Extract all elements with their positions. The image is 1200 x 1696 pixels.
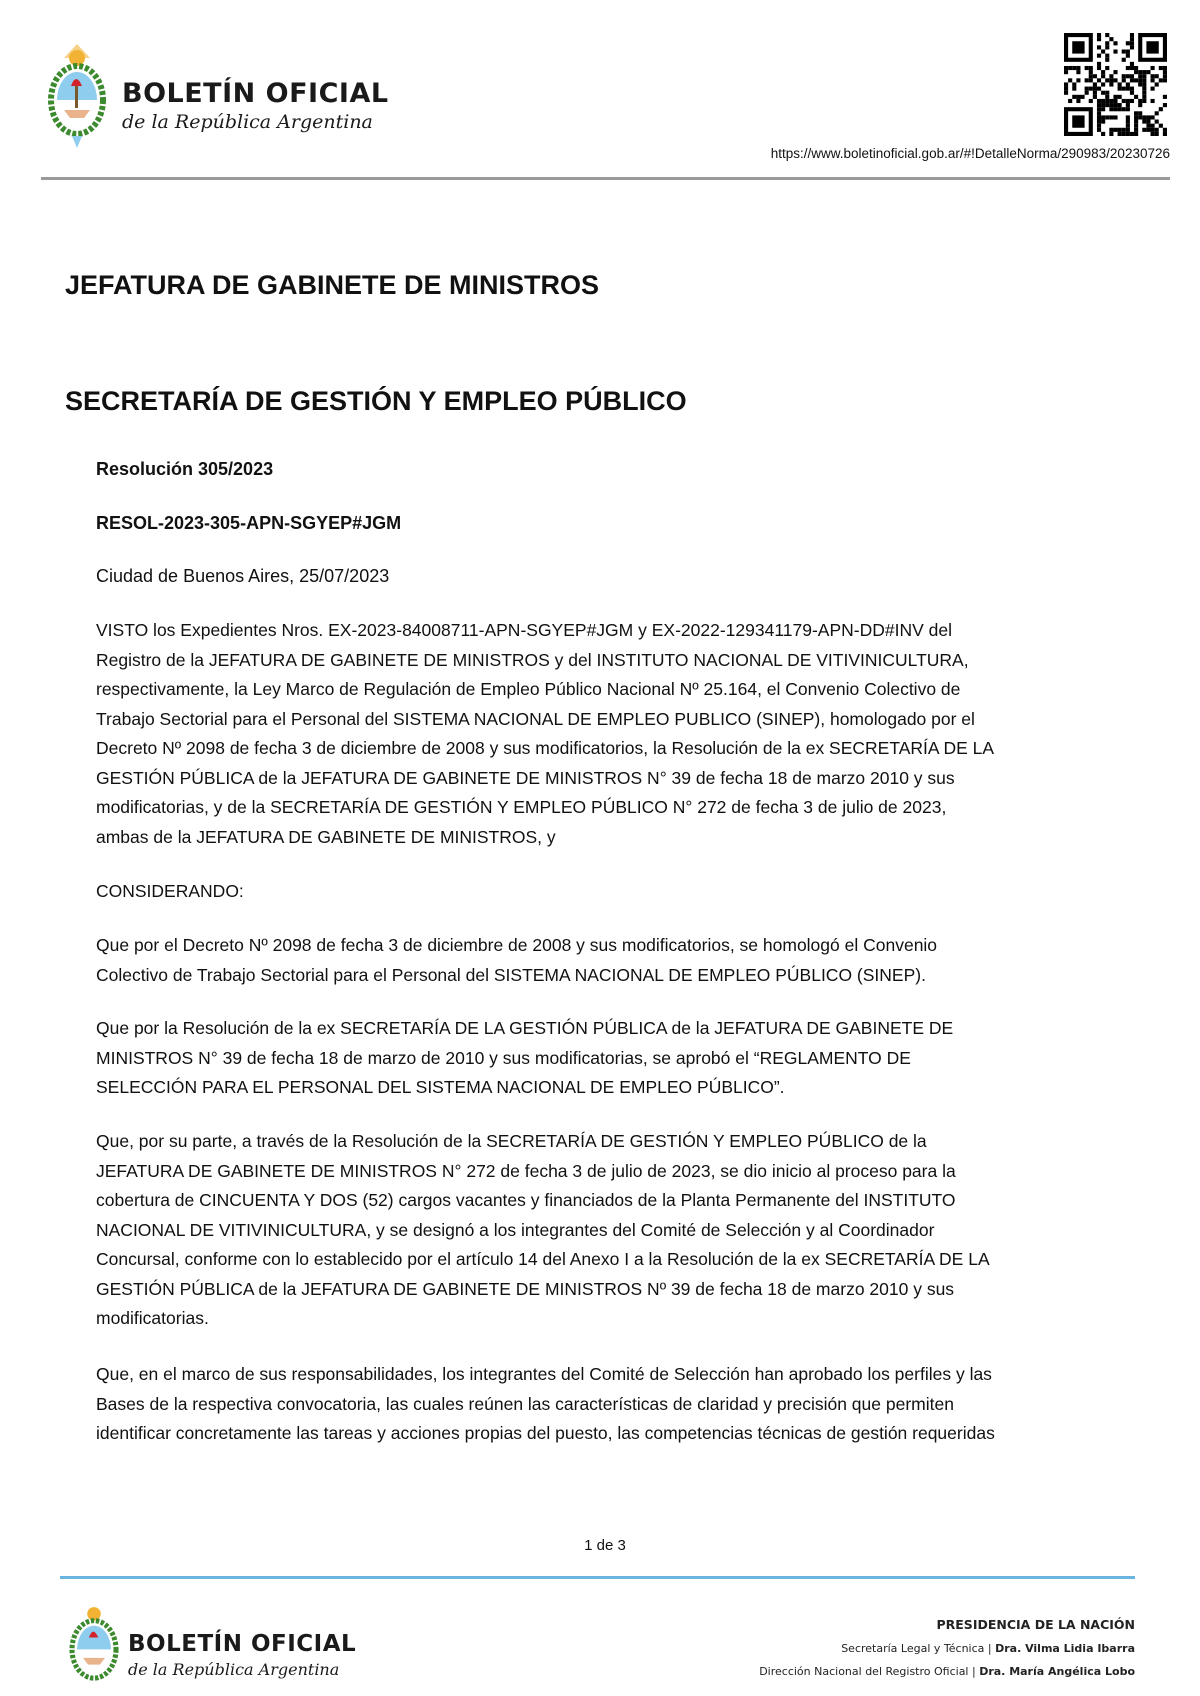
brand-title: BOLETÍN OFICIAL bbox=[122, 78, 389, 109]
resolution-number: Resolución 305/2023 bbox=[96, 459, 274, 479]
considerando-paragraph bbox=[96, 1014, 953, 1103]
paragraph-line: Que, por su parte, a través de la Resolución de la SECRETARÍA DE GESTIÓN Y EMPLEO PÚBLICO de la bbox=[96, 1131, 927, 1151]
considerando-paragraph bbox=[96, 1127, 990, 1334]
considerando-heading: CONSIDERANDO: bbox=[96, 881, 244, 901]
coat-of-arms-icon bbox=[44, 44, 110, 148]
credit-dept: Secretaría Legal y Técnica bbox=[841, 1642, 985, 1655]
footer-credit-2: Dirección Nacional del Registro Oficial | Dra. María Angélica Lobo bbox=[759, 1665, 1135, 1678]
footer-credit-1: Secretaría Legal y Técnica | Dra. Vilma Lidia Ibarra bbox=[841, 1642, 1135, 1655]
paragraph-line: JEFATURA DE GABINETE DE MINISTROS N° 272 de fecha 3 de julio de 2023, se dio inicio al proceso para la bbox=[96, 1160, 956, 1181]
paragraph-line: Bases de la respectiva convocatoria, las cuales reúnen las características de claridad y precisión que permiten bbox=[96, 1393, 954, 1414]
paragraph-line: SELECCIÓN PARA EL PERSONAL DEL SISTEMA NACIONAL DE EMPLEO PÚBLICO”. bbox=[96, 1077, 785, 1097]
visto-paragraph bbox=[96, 616, 994, 852]
paragraph-line: Colectivo de Trabajo Sectorial para el Personal del SISTEMA NACIONAL DE EMPLEO PÚBLICO (SINEP). bbox=[96, 964, 926, 985]
presidency-label: PRESIDENCIA DE LA NACIÓN bbox=[936, 1617, 1135, 1632]
paragraph-line: Concursal, conforme con lo establecido por el artículo 14 del Anexo I a la Resolución de la ex SECRETARÍA DE LA bbox=[96, 1249, 990, 1269]
footer-divider bbox=[60, 1576, 1135, 1579]
paragraph-line: cobertura de CINCUENTA Y DOS (52) cargos vacantes y financiados de la Planta Permanente del INSTITUTO bbox=[96, 1190, 956, 1210]
credit-person: Dra. María Angélica Lobo bbox=[979, 1665, 1135, 1678]
paragraph-line: modificatorias. bbox=[96, 1308, 209, 1328]
brand-subtitle: de la República Argentina bbox=[122, 111, 373, 133]
paragraph-line: ambas de la JEFATURA DE GABINETE DE MINISTROS, y bbox=[96, 826, 556, 847]
considerando-paragraph bbox=[96, 1360, 995, 1449]
coat-of-arms-icon bbox=[66, 1602, 122, 1690]
paragraph-line: GESTIÓN PÚBLICA de la JEFATURA DE GABINETE DE MINISTROS Nº 39 de fecha 18 de marzo 2010 y sus bbox=[96, 1278, 955, 1299]
sub-organism-title: SECRETARÍA DE GESTIÓN Y EMPLEO PÚBLICO bbox=[65, 386, 687, 416]
credit-person: Dra. Vilma Lidia Ibarra bbox=[995, 1642, 1135, 1655]
paragraph-line: Que, en el marco de sus responsabilidades, los integrantes del Comité de Selección han aprobado los perfiles y las bbox=[96, 1364, 992, 1384]
paragraph-line: respectivamente, la Ley Marco de Regulación de Empleo Público Nacional Nº 25.164, el Convenio Colectivo de bbox=[96, 679, 961, 699]
paragraph-line: Trabajo Sectorial para el Personal del SISTEMA NACIONAL DE EMPLEO PUBLICO (SINEP), homologado por el bbox=[96, 708, 975, 729]
page-indicator: 1 de 3 bbox=[584, 1537, 626, 1554]
qr-code bbox=[1064, 33, 1167, 136]
paragraph-line: Registro de la JEFATURA DE GABINETE DE MINISTROS y del INSTITUTO NACIONAL DE VITIVINICULTURA, bbox=[96, 649, 969, 670]
paragraph-line: GESTIÓN PÚBLICA de la JEFATURA DE GABINETE DE MINISTROS N° 39 de fecha 18 de marzo 2010 y sus bbox=[96, 767, 955, 788]
considerando-paragraph bbox=[96, 931, 937, 990]
footer-brand-title: BOLETÍN OFICIAL bbox=[128, 1631, 357, 1657]
paragraph-line: Decreto Nº 2098 de fecha 3 de diciembre de 2008 y sus modificatorios, la Resolución de la ex SECRETARÍA DE LA bbox=[96, 738, 995, 758]
document-url[interactable]: https://www.boletinoficial.gob.ar/#!DetalleNorma/290983/20230726 bbox=[770, 146, 1170, 161]
resolution-code: RESOL-2023-305-APN-SGYEP#JGM bbox=[96, 513, 402, 533]
credit-dept: Dirección Nacional del Registro Oficial bbox=[759, 1665, 969, 1678]
header-divider bbox=[41, 177, 1170, 180]
paragraph-line: NACIONAL DE VITIVINICULTURA, y se designó a los integrantes del Comité de Selección y al Coordinador bbox=[96, 1219, 935, 1240]
paragraph-line: Que por el Decreto Nº 2098 de fecha 3 de diciembre de 2008 y sus modificatorios, se homologó el Convenio bbox=[96, 935, 938, 955]
footer-brand-subtitle: de la República Argentina bbox=[128, 1660, 340, 1679]
paragraph-line: modificatorias, y de la SECRETARÍA DE GESTIÓN Y EMPLEO PÚBLICO N° 272 de fecha 3 de julio de 2023, bbox=[96, 797, 947, 817]
footer-logo bbox=[66, 1602, 122, 1690]
paragraph-line: identificar concretamente las tareas y acciones propias del puesto, las competencias técnicas de gestión requeridas bbox=[96, 1423, 995, 1443]
paragraph-line: MINISTROS N° 39 de fecha 18 de marzo de 2010 y sus modificatorias, se aprobó el “REGLAMENTO DE bbox=[96, 1047, 911, 1068]
header-logo bbox=[44, 44, 110, 148]
organism-title: JEFATURA DE GABINETE DE MINISTROS bbox=[65, 270, 600, 300]
paragraph-line: Que por la Resolución de la ex SECRETARÍA DE LA GESTIÓN PÚBLICA de la JEFATURA DE GABINETE DE bbox=[96, 1018, 954, 1038]
place-date: Ciudad de Buenos Aires, 25/07/2023 bbox=[96, 566, 390, 586]
paragraph-line: VISTO los Expedientes Nros. EX-2023-84008711-APN-SGYEP#JGM y EX-2022-129341179-APN-DD#INV del bbox=[96, 620, 952, 640]
